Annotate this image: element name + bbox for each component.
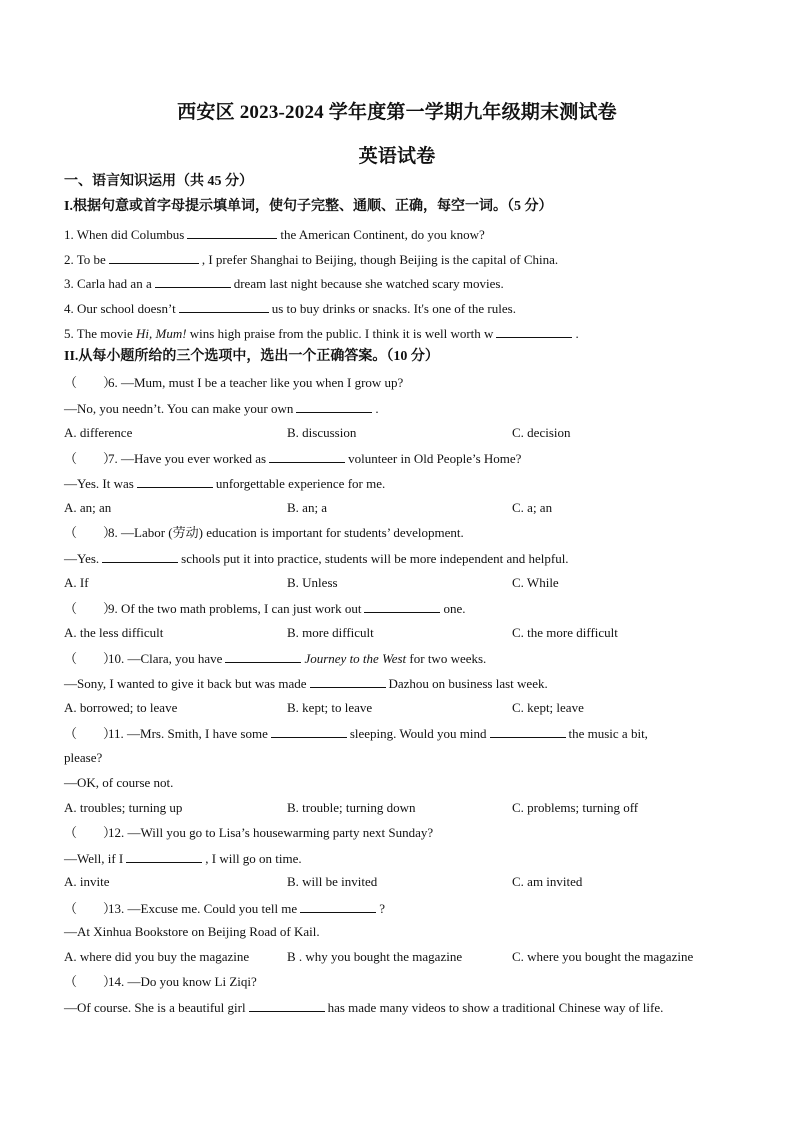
question-12-reply: —Well, if I , I will go on time. [64, 851, 302, 866]
answer-paren[interactable]: （ ） [64, 726, 117, 741]
option-c[interactable]: C. kept; leave [512, 700, 584, 715]
option-b[interactable]: B. more difficult [287, 625, 374, 640]
answer-blank[interactable] [179, 300, 269, 313]
option-a[interactable]: A. difference [64, 425, 133, 440]
option-b[interactable]: B. will be invited [287, 874, 378, 889]
answer-paren[interactable]: （ ） [64, 825, 117, 840]
answer-paren[interactable]: （ ） [64, 451, 117, 466]
answer-blank[interactable] [296, 400, 372, 413]
answer-blank[interactable] [102, 550, 178, 563]
question-14: （ ）14. —Do you know Li Ziqi? [64, 974, 257, 989]
option-a[interactable]: A. where did you buy the magazine [64, 949, 250, 964]
question-13: （ ）13. —Excuse me. Could you tell me ? [64, 901, 385, 916]
answer-blank[interactable] [269, 450, 345, 463]
option-b[interactable]: B. kept; to leave [287, 700, 373, 715]
question-7-reply: —Yes. It was unforgettable experience for me. [64, 476, 386, 491]
exam-subtitle: 英语试卷 [358, 146, 436, 167]
answer-blank[interactable] [137, 475, 213, 488]
question-5: 5. The movie Hi, Mum! wins high praise from the public. I think it is well worth w . [64, 326, 579, 341]
answer-blank[interactable] [155, 275, 231, 288]
answer-paren[interactable]: （ ） [64, 601, 117, 616]
answer-paren[interactable]: （ ） [64, 525, 117, 540]
answer-blank[interactable] [496, 325, 572, 338]
question-10-reply: —Sony, I wanted to give it back but was made Dazhou on business last week. [64, 676, 548, 691]
option-c[interactable]: C. where you bought the magazine [512, 949, 694, 964]
answer-blank[interactable] [271, 725, 347, 738]
answer-paren[interactable]: （ ） [64, 375, 117, 390]
exam-title: 西安区 2023-2024 学年度第一学期九年级期末测试卷 [177, 102, 617, 123]
question-14-reply: —Of course. She is a beautiful girl has made many videos to show a traditional Chinese way of life. [64, 1000, 664, 1015]
option-a[interactable]: A. borrowed; to leave [64, 700, 178, 715]
answer-blank[interactable] [249, 999, 325, 1012]
question-6-reply: —No, you needn’t. You can make your own . [64, 401, 379, 416]
question-1: 1. When did Columbus the American Continent, do you know? [64, 227, 485, 242]
option-a[interactable]: A. the less difficult [64, 625, 164, 640]
option-a[interactable]: A. an; an [64, 500, 112, 515]
section2-heading: II.从每小题所给的三个选项中，选出一个正确答案。（10 分） [64, 349, 439, 364]
answer-paren[interactable]: （ ） [64, 901, 117, 916]
answer-blank[interactable] [126, 850, 202, 863]
option-c[interactable]: C. problems; turning off [512, 800, 639, 815]
option-a[interactable]: A. If [64, 575, 89, 590]
option-c[interactable]: C. am invited [512, 874, 583, 889]
answer-blank[interactable] [300, 900, 376, 913]
question-9: （ ）9. Of the two math problems, I can just work out one. [64, 601, 466, 616]
question-7: （ ）7. —Have you ever worked as volunteer in Old People’s Home? [64, 451, 522, 466]
part1-heading: 一、语言知识运用（共 45 分） [64, 174, 253, 189]
option-c[interactable]: C. a; an [512, 500, 553, 515]
option-c[interactable]: C. While [512, 575, 559, 590]
answer-blank[interactable] [187, 226, 277, 239]
answer-blank[interactable] [490, 725, 566, 738]
section1-heading: I.根据句意或首字母提示填单词，使句子完整、通顺、正确，每空一词。（5 分） [64, 199, 553, 214]
question-11: （ ）11. —Mrs. Smith, I have some sleeping. Would you mind the music a bit, [64, 726, 648, 741]
option-b[interactable]: B. Unless [287, 575, 338, 590]
question-2: 2. To be , I prefer Shanghai to Beijing, though Beijing is the capital of China. [64, 252, 559, 267]
option-b[interactable]: B . why you bought the magazine [287, 949, 463, 964]
answer-blank[interactable] [225, 650, 301, 663]
question-11-reply: —OK, of course not. [64, 775, 174, 790]
question-12: （ ）12. —Will you go to Lisa’s housewarming party next Sunday? [64, 825, 434, 840]
question-8: （ ）8. —Labor (劳动) education is important for students’ development. [64, 525, 464, 540]
option-a[interactable]: A. troubles; turning up [64, 800, 183, 815]
question-3: 3. Carla had an a dream last night because she watched scary movies. [64, 276, 504, 291]
question-6: （ ）6. —Mum, must I be a teacher like you when I grow up? [64, 375, 404, 390]
question-4: 4. Our school doesn’t us to buy drinks or snacks. It's one of the rules. [64, 301, 516, 316]
answer-blank[interactable] [364, 600, 440, 613]
option-c[interactable]: C. decision [512, 425, 571, 440]
option-c[interactable]: C. the more difficult [512, 625, 618, 640]
answer-paren[interactable]: （ ） [64, 651, 117, 666]
option-b[interactable]: B. discussion [287, 425, 357, 440]
question-13-reply: —At Xinhua Bookstore on Beijing Road of Kail. [64, 924, 320, 939]
answer-paren[interactable]: （ ） [64, 974, 117, 989]
option-b[interactable]: B. an; a [287, 500, 328, 515]
question-10: （ ）10. —Clara, you have Journey to the West for two weeks. [64, 651, 487, 666]
question-8-reply: —Yes. schools put it into practice, students will be more independent and helpful. [64, 551, 569, 566]
question-11-cont: please? [64, 750, 103, 765]
option-a[interactable]: A. invite [64, 874, 110, 889]
answer-blank[interactable] [109, 251, 199, 264]
answer-blank[interactable] [310, 675, 386, 688]
option-b[interactable]: B. trouble; turning down [287, 800, 416, 815]
